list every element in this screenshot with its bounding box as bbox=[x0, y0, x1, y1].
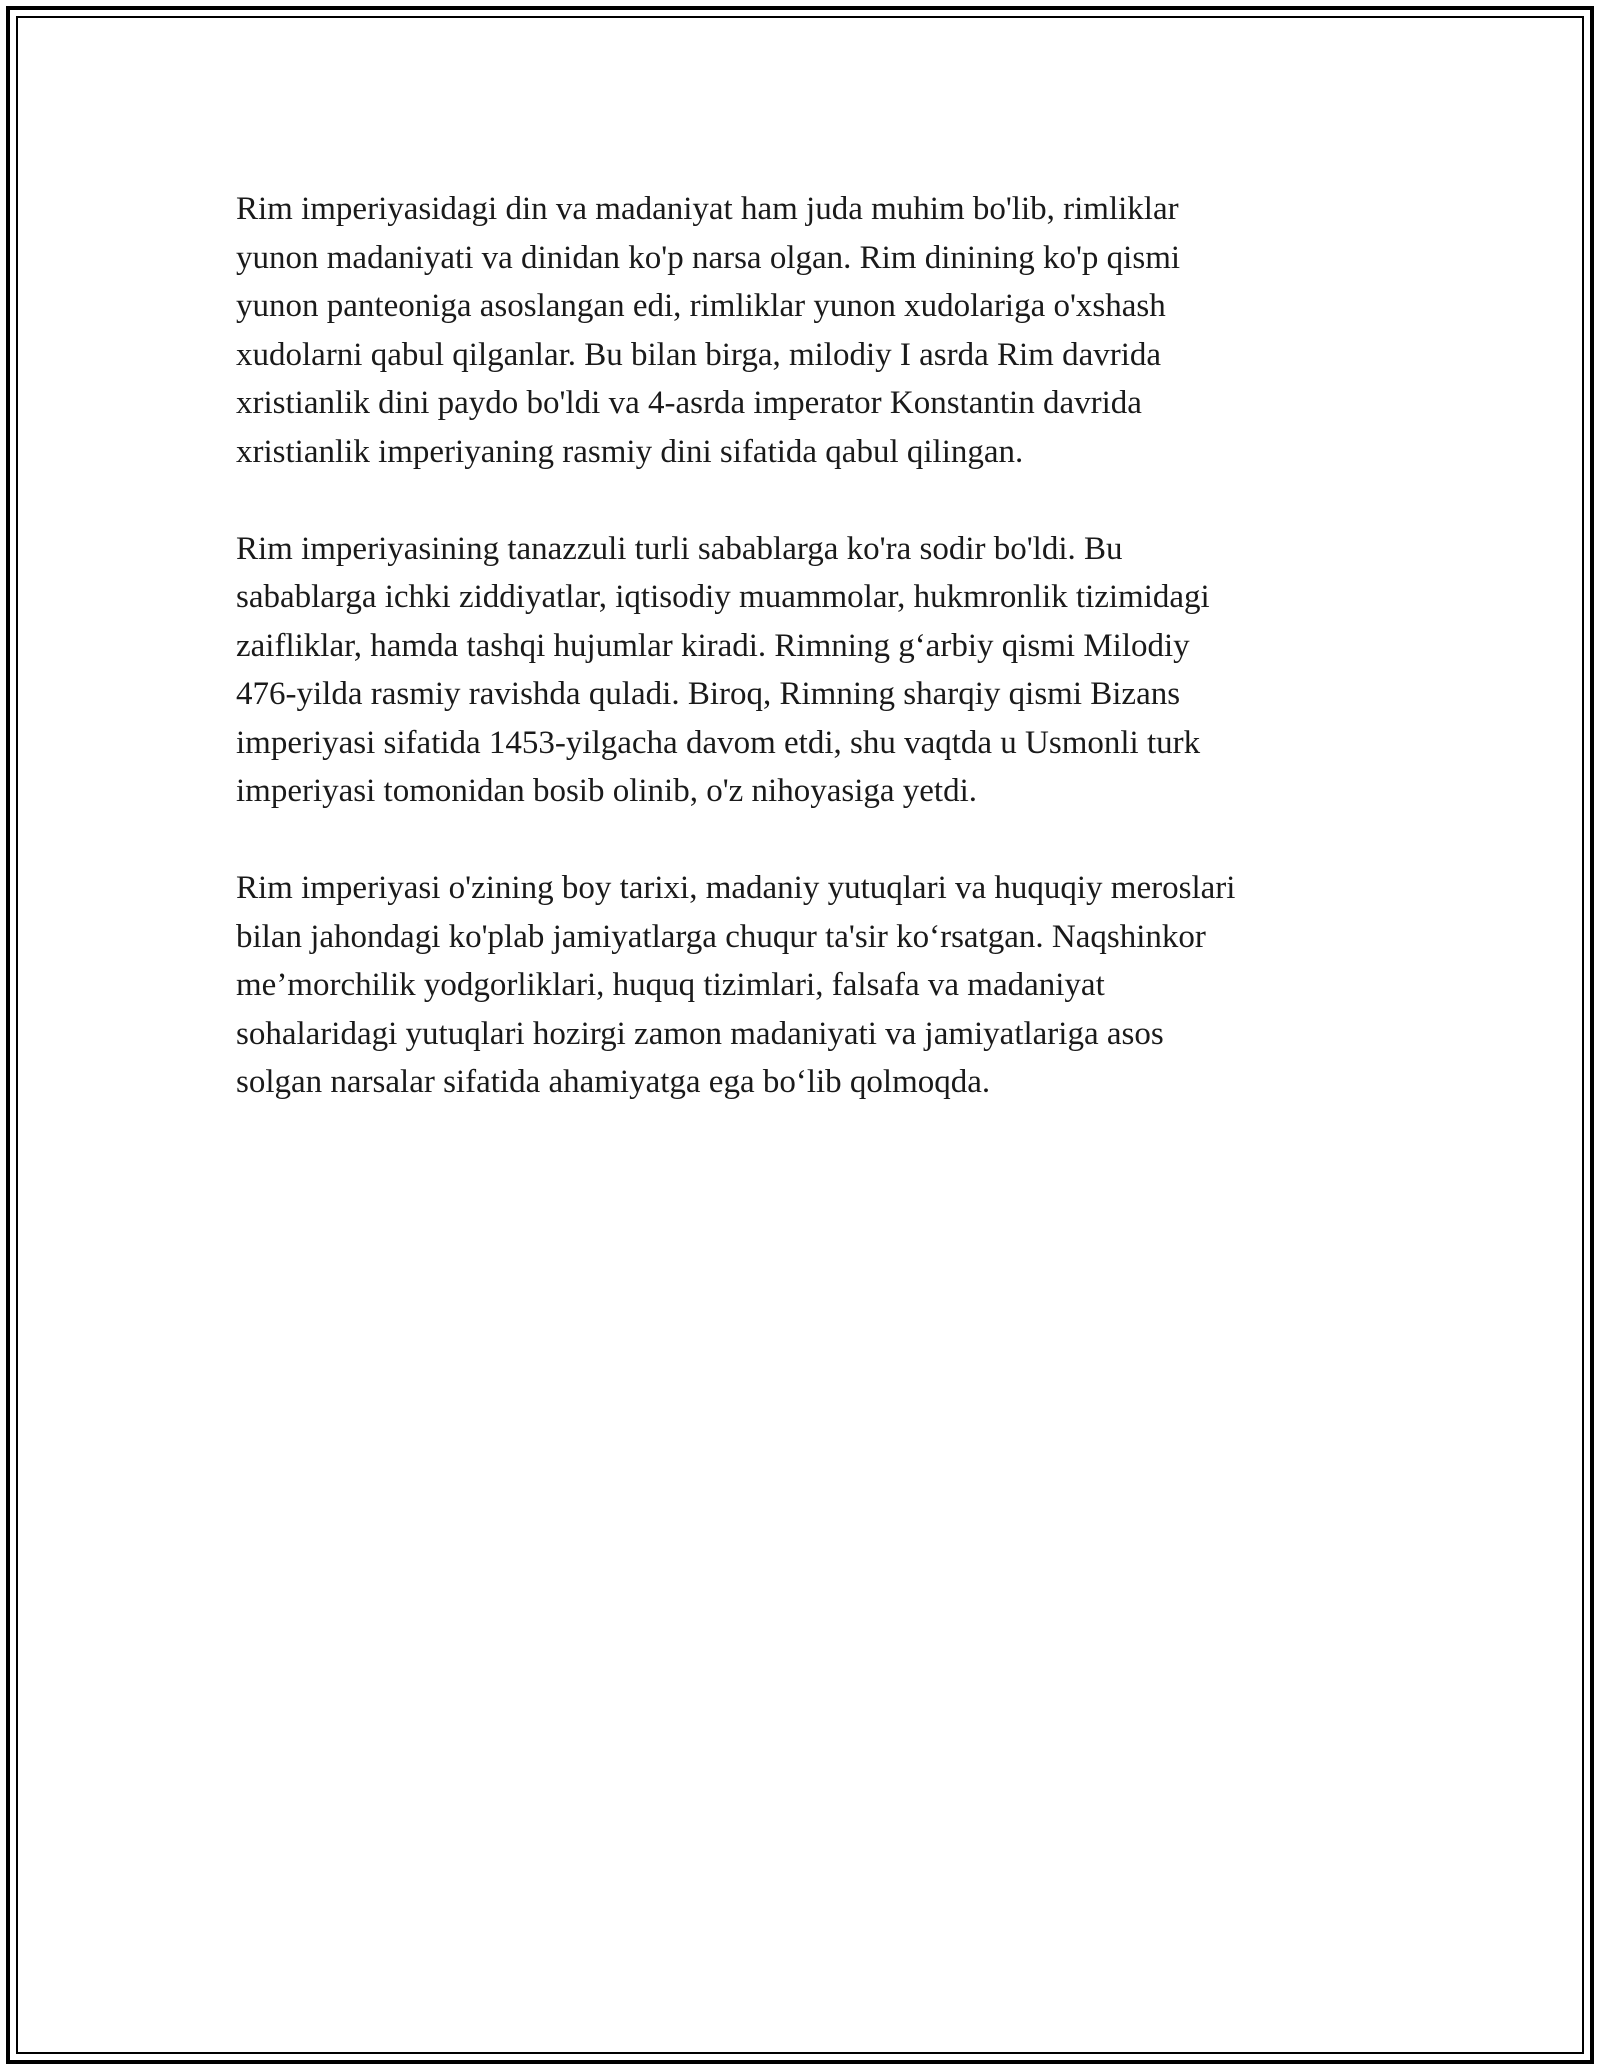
paragraph-religion-culture: Rim imperiyasidagi din va madaniyat ham juda muhim bo'lib, rimliklar yunon madaniyati va dinidan ko'p narsa olgan. Rim dinining ko'p qismi yunon panteoniga asoslangan edi, rimliklar yunon xudolariga o'xshash xudolarni qabul qilganlar. Bu bilan birga, milodiy I asrda Rim davrida xristianlik dini paydo bo'ldi va 4-asrda imperator Konstantin davrida xristianlik imperiyaning rasmiy dini sifatida qabul qilingan. bbox=[236, 191, 1181, 470]
paragraph-decline: Rim imperiyasining tanazzuli turli sabablarga ko'ra sodir bo'ldi. Bu sabablarga ichki ziddiyatlar, iqtisodiy muammolar, hukmronlik tizimidagi zaifliklar, hamda tashqi hujumlar kiradi. Rimning g‘arbiy qismi Milodiy 476-yilda rasmiy ravishda quladi. Biroq, Rimning sharqiy qismi Bizans imperiyasi sifatida 1453-yilgacha davom etdi, shu vaqtda u Usmonli turk imperiyasi tomonidan bosib olinib, o'z nihoyasiga yetdi. bbox=[236, 530, 1210, 809]
paragraph-legacy: Rim imperiyasi o'zining boy tarixi, madaniy yutuqlari va huquqiy meroslari bilan jahondagi ko'plab jamiyatlarga chuqur ta'sir ko‘rsatgan. Naqshinkor me’morchilik yodgorliklari, huquq tizimlari, falsafa va madaniyat sohalaridagi yutuqlari hozirgi zamon madaniyati va jamiyatlariga asos solgan narsalar sifatida ahamiyatga ega bo‘lib qolmoqda. bbox=[236, 870, 1236, 1100]
document-body bbox=[236, 185, 1366, 1155]
